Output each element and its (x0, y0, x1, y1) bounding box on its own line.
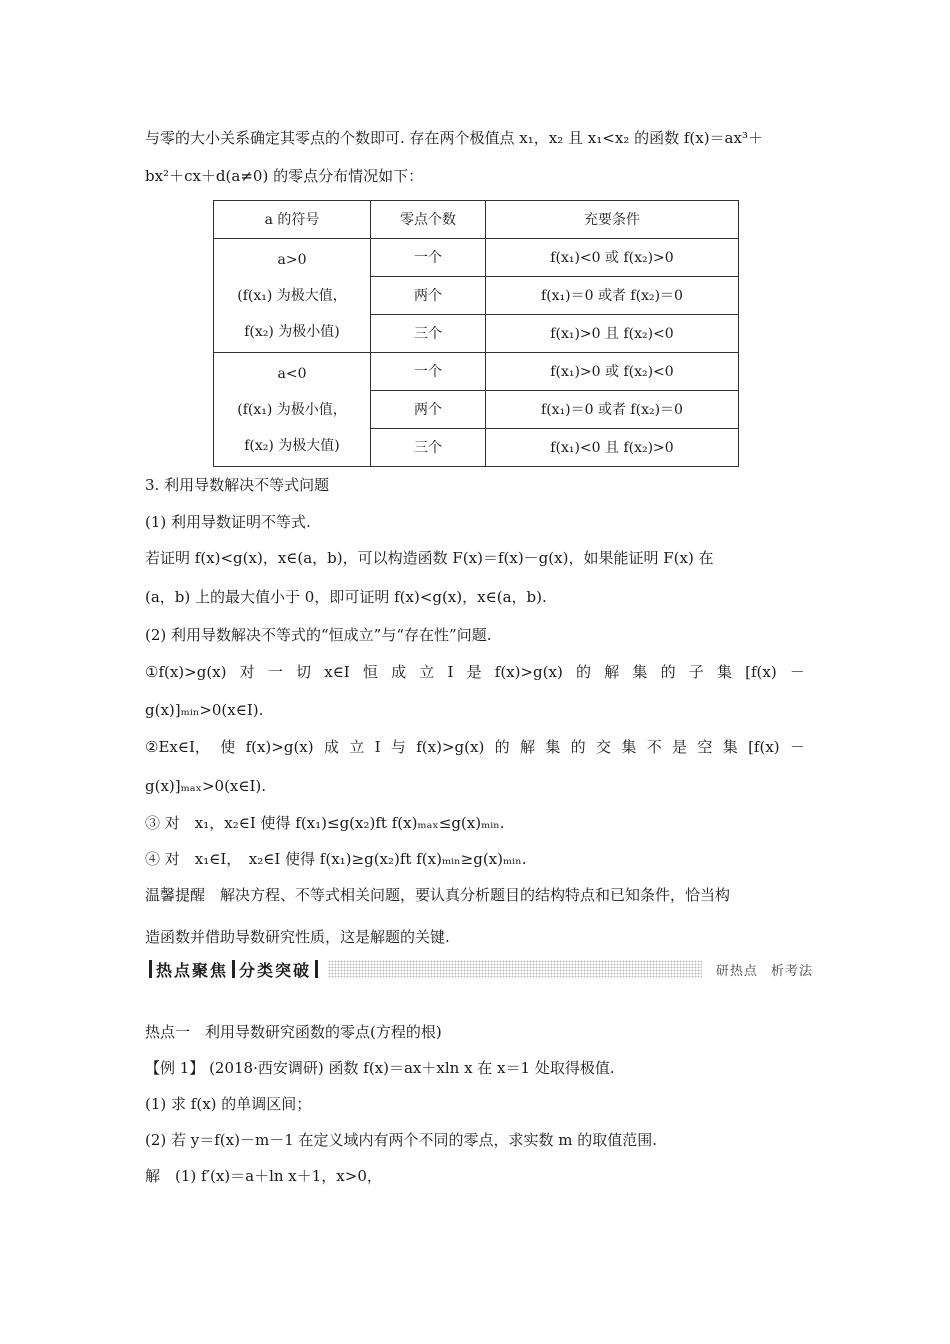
token: [f(x) (745, 663, 777, 681)
token: 切 (296, 663, 312, 681)
paragraph: (1) 利用导数证明不等式. (145, 513, 311, 531)
token: 对 (239, 663, 255, 681)
banner-sub-2: 析考法 (770, 963, 813, 979)
token: 成 (323, 738, 339, 756)
condition-cell: f(x₁)＝0 或者 f(x₂)＝0 (486, 391, 739, 429)
question-1: (1) 求 f(x) 的单调区间； (145, 1095, 312, 1113)
token: 集 (621, 738, 637, 756)
token: 的 (576, 663, 592, 681)
sign-note: (f(x₁) 为极大值， (237, 287, 347, 304)
banner-title (145, 958, 322, 981)
sign-label: a<0 (277, 365, 307, 382)
count-cell: 三个 (371, 429, 486, 467)
token: 与 (390, 738, 406, 756)
token: 解 (604, 663, 620, 681)
token: 是 (466, 663, 482, 681)
banner-subtitle (708, 960, 813, 979)
token: x∈I (324, 663, 350, 681)
banner-title-2: 分类突破 (239, 960, 312, 980)
condition-2-line (145, 737, 805, 757)
banner-title-1: 热点聚焦 (156, 960, 229, 980)
condition-cell: f(x₁)＝0 或者 f(x₂)＝0 (486, 277, 739, 315)
paragraph: 若证明 f(x)<g(x)，x∈(a，b)，可以构造函数 F(x)＝f(x)－g(x)，如果能证明 F(x) 在 (145, 549, 714, 567)
token: ①f(x)>g(x) (145, 663, 227, 681)
count-cell: 两个 (371, 277, 486, 315)
table-row (214, 239, 739, 277)
token: 的 (494, 738, 510, 756)
condition-cell: f(x₁)>0 或 f(x₂)<0 (486, 353, 739, 391)
token: 立 (419, 663, 435, 681)
token: 集 (722, 738, 738, 756)
count-cell: 两个 (371, 391, 486, 429)
token: f(x)>g(x) (416, 738, 485, 756)
count-cell: 一个 (371, 239, 486, 277)
banner-sub-1: 研热点 (715, 963, 758, 979)
condition-cell: f(x₁)>0 且 f(x₂)<0 (486, 315, 739, 353)
token: I (374, 738, 381, 756)
condition-1-line (145, 662, 805, 682)
token: 的 (570, 738, 586, 756)
token: － (789, 738, 805, 756)
sign-note: f(x₂) 为极小值) (244, 323, 340, 340)
token: ②Ex∈I， (145, 738, 210, 756)
divider (315, 960, 318, 978)
zero-distribution-table (213, 200, 739, 467)
condition-1-cont: g(x)]ₘᵢₙ>0(x∈I). (145, 701, 264, 719)
dotted-fill (328, 960, 702, 978)
example-1: 【例 1】 (2018·西安调研) 函数 f(x)＝ax＋xln x 在 x＝1 处取得极值. (145, 1059, 615, 1077)
sign-cell-negative (214, 353, 371, 467)
header-condition: 充要条件 (486, 201, 739, 239)
sign-note: (f(x₁) 为极小值， (237, 401, 347, 418)
token: － (789, 663, 805, 681)
hotspot-title: 热点一 利用导数研究函数的零点(方程的根) (145, 1023, 442, 1041)
token: [f(x) (748, 738, 780, 756)
condition-cell: f(x₁)<0 或 f(x₂)>0 (486, 239, 739, 277)
token: 成 (391, 663, 407, 681)
tip-line-2: 造函数并借助导数研究性质，这是解题的关键. (145, 928, 450, 946)
table-row (214, 353, 739, 391)
token: 恒 (362, 663, 378, 681)
token: 交 (596, 738, 612, 756)
token: 不 (646, 738, 662, 756)
paragraph: (a，b) 上的最大值小于 0，即可证明 f(x)<g(x)，x∈(a，b). (145, 588, 547, 606)
condition-3: ③ 对 x₁，x₂∈I 使得 f(x₁)≤g(x₂)ft f(x)ₘₐₓ≤g(x)ₘᵢₙ. (145, 814, 505, 832)
question-2: (2) 若 y＝f(x)－m－1 在定义域内有两个不同的零点，求实数 m 的取值范围. (145, 1131, 658, 1149)
table-header-row (214, 201, 739, 239)
intro-line-1: 与零的大小关系确定其零点的个数即可. 存在两个极值点 x₁，x₂ 且 x₁<x₂ 的函数 f(x)＝ax³＋ (145, 129, 763, 147)
tip-line-1: 温馨提醒 解决方程、不等式相关问题，要认真分析题目的结构特点和已知条件，恰当构 (145, 886, 731, 904)
token: 的 (660, 663, 676, 681)
token: f(x)>g(x) (245, 738, 314, 756)
token: 是 (672, 738, 688, 756)
token: 立 (349, 738, 365, 756)
token: 集 (716, 663, 732, 681)
intro-line-2: bx²＋cx＋d(a≠0) 的零点分布情况如下： (145, 167, 424, 185)
token: I (447, 663, 454, 681)
token: 集 (632, 663, 648, 681)
header-count: 零点个数 (371, 201, 486, 239)
count-cell: 一个 (371, 353, 486, 391)
divider (149, 960, 152, 978)
sign-label: a>0 (277, 251, 307, 268)
header-sign: a 的符号 (214, 201, 371, 239)
section-banner (145, 957, 813, 981)
condition-4: ④ 对 x₁∈I， x₂∈I 使得 f(x₁)≥g(x₂)ft f(x)ₘᵢₙ≥g(x)ₘᵢₙ. (145, 850, 527, 868)
sign-note: f(x₂) 为极大值) (244, 437, 340, 454)
token: f(x)>g(x) (494, 663, 563, 681)
condition-2-cont: g(x)]ₘₐₓ>0(x∈I). (145, 777, 267, 795)
token: 解 (519, 738, 535, 756)
condition-cell: f(x₁)<0 且 f(x₂)>0 (486, 429, 739, 467)
token: 使 (220, 738, 236, 756)
token: 子 (688, 663, 704, 681)
divider (232, 960, 235, 978)
paragraph: (2) 利用导数解决不等式的“恒成立”与“存在性”问题. (145, 626, 492, 644)
sign-cell-positive (214, 239, 371, 353)
token: 集 (545, 738, 561, 756)
solution-start: 解 (1) f′(x)＝a＋ln x＋1，x>0， (145, 1167, 382, 1185)
token: 空 (697, 738, 713, 756)
section-3-title: 3. 利用导数解决不等式问题 (145, 476, 330, 494)
token: 一 (267, 663, 283, 681)
count-cell: 三个 (371, 315, 486, 353)
